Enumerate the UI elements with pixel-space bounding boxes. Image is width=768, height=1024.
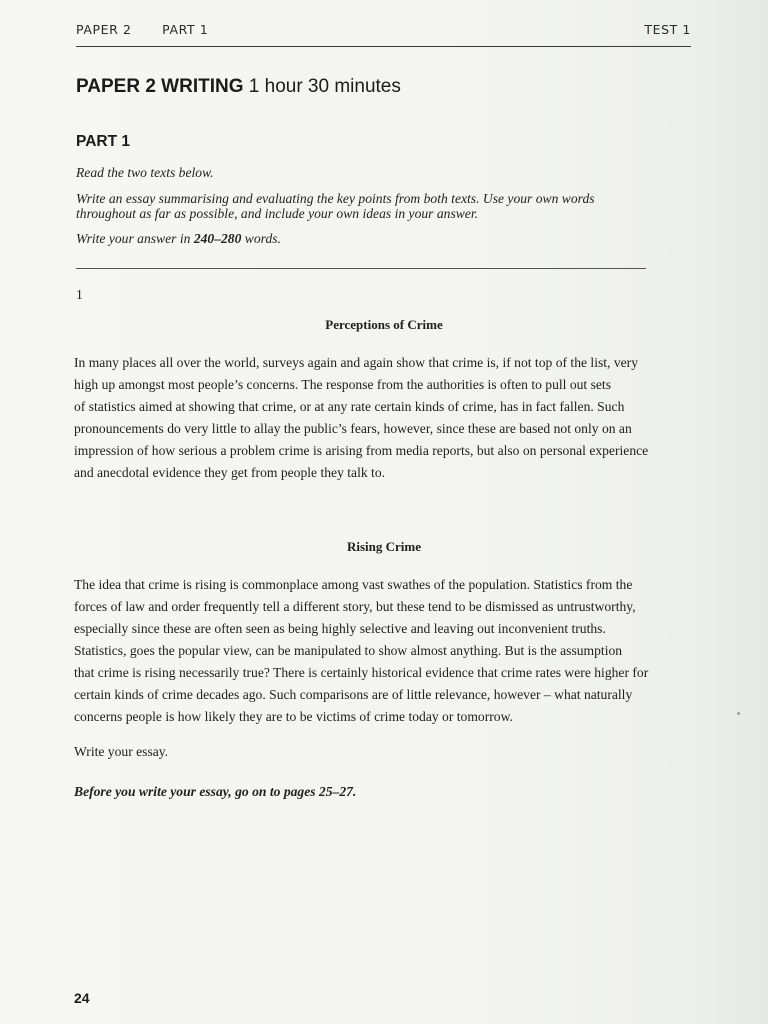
text-line: especially since these are often seen as being highly selective and leaving out inconvenient truths. bbox=[74, 621, 606, 636]
part-heading: PART 1 bbox=[76, 133, 130, 150]
text-line: The idea that crime is rising is commonplace among vast swathes of the population. Statistics from the bbox=[74, 577, 633, 592]
task-instruction: Write your essay. bbox=[74, 744, 169, 759]
section-divider bbox=[76, 268, 646, 269]
page-number: 24 bbox=[74, 990, 90, 1006]
header-paper: PAPER 2 bbox=[76, 22, 132, 37]
header-part: PART 1 bbox=[162, 22, 209, 37]
text-line: that crime is rising necessarily true? There is certainly historical evidence that crime rates were higher for bbox=[74, 665, 649, 680]
word-count-suffix: words. bbox=[241, 231, 281, 246]
text-body-rising bbox=[74, 574, 694, 728]
header-left bbox=[76, 22, 691, 37]
text-heading-rising: Rising Crime bbox=[346, 539, 422, 554]
text-heading-perceptions: Perceptions of Crime bbox=[325, 317, 443, 332]
text-line: impression of how serious a problem crime is arising from media reports, but also on personal experience bbox=[74, 443, 649, 458]
question-number: 1 bbox=[76, 287, 83, 302]
instruction-write bbox=[76, 191, 646, 221]
paper-title bbox=[76, 76, 401, 98]
instruction-word-count bbox=[76, 231, 646, 246]
text-line: and anecdotal evidence they get from people they talk to. bbox=[74, 465, 386, 480]
instruction-read: Read the two texts below. bbox=[76, 165, 214, 180]
running-header bbox=[76, 22, 691, 47]
text-line: Statistics, goes the popular view, can be manipulated to show almost anything. But is the assumption bbox=[74, 643, 623, 658]
text-body-perceptions bbox=[74, 352, 694, 484]
word-count-range: 240–280 bbox=[193, 231, 242, 246]
paper-title-duration: 1 hour 30 minutes bbox=[243, 76, 401, 97]
text-line: pronouncements do very little to allay the public’s fears, however, since these are based not only on an bbox=[74, 421, 632, 436]
text-line: of statistics aimed at showing that crime, or at any rate certain kinds of crime, has in fact fallen. Such bbox=[74, 399, 625, 414]
instruction-write-line: throughout as far as possible, and include your own ideas in your answer. bbox=[76, 206, 479, 221]
closing-instruction: Before you write your essay, go on to pages 25–27. bbox=[74, 784, 357, 799]
paper-title-bold: PAPER 2 WRITING bbox=[76, 76, 244, 97]
header-test: TEST 1 bbox=[644, 22, 691, 37]
word-count-prefix: Write your answer in bbox=[76, 231, 194, 246]
text-line: certain kinds of crime decades ago. Such comparisons are of little relevance, however – what naturally bbox=[74, 687, 633, 702]
instruction-write-line: Write an essay summarising and evaluating the key points from both texts. Use your own words bbox=[76, 191, 595, 206]
scan-speck bbox=[737, 712, 740, 715]
text-line: In many places all over the world, surveys again and again show that crime is, if not top of the list, very bbox=[74, 355, 638, 370]
text-line: concerns people is how likely they are to be victims of crime today or tomorrow. bbox=[74, 709, 513, 724]
text-line: forces of law and order frequently tell a different story, but these tend to be dismissed as untrustworthy, bbox=[74, 599, 636, 614]
text-line: high up amongst most people’s concerns. The response from the authorities is often to pull out sets bbox=[74, 377, 611, 392]
